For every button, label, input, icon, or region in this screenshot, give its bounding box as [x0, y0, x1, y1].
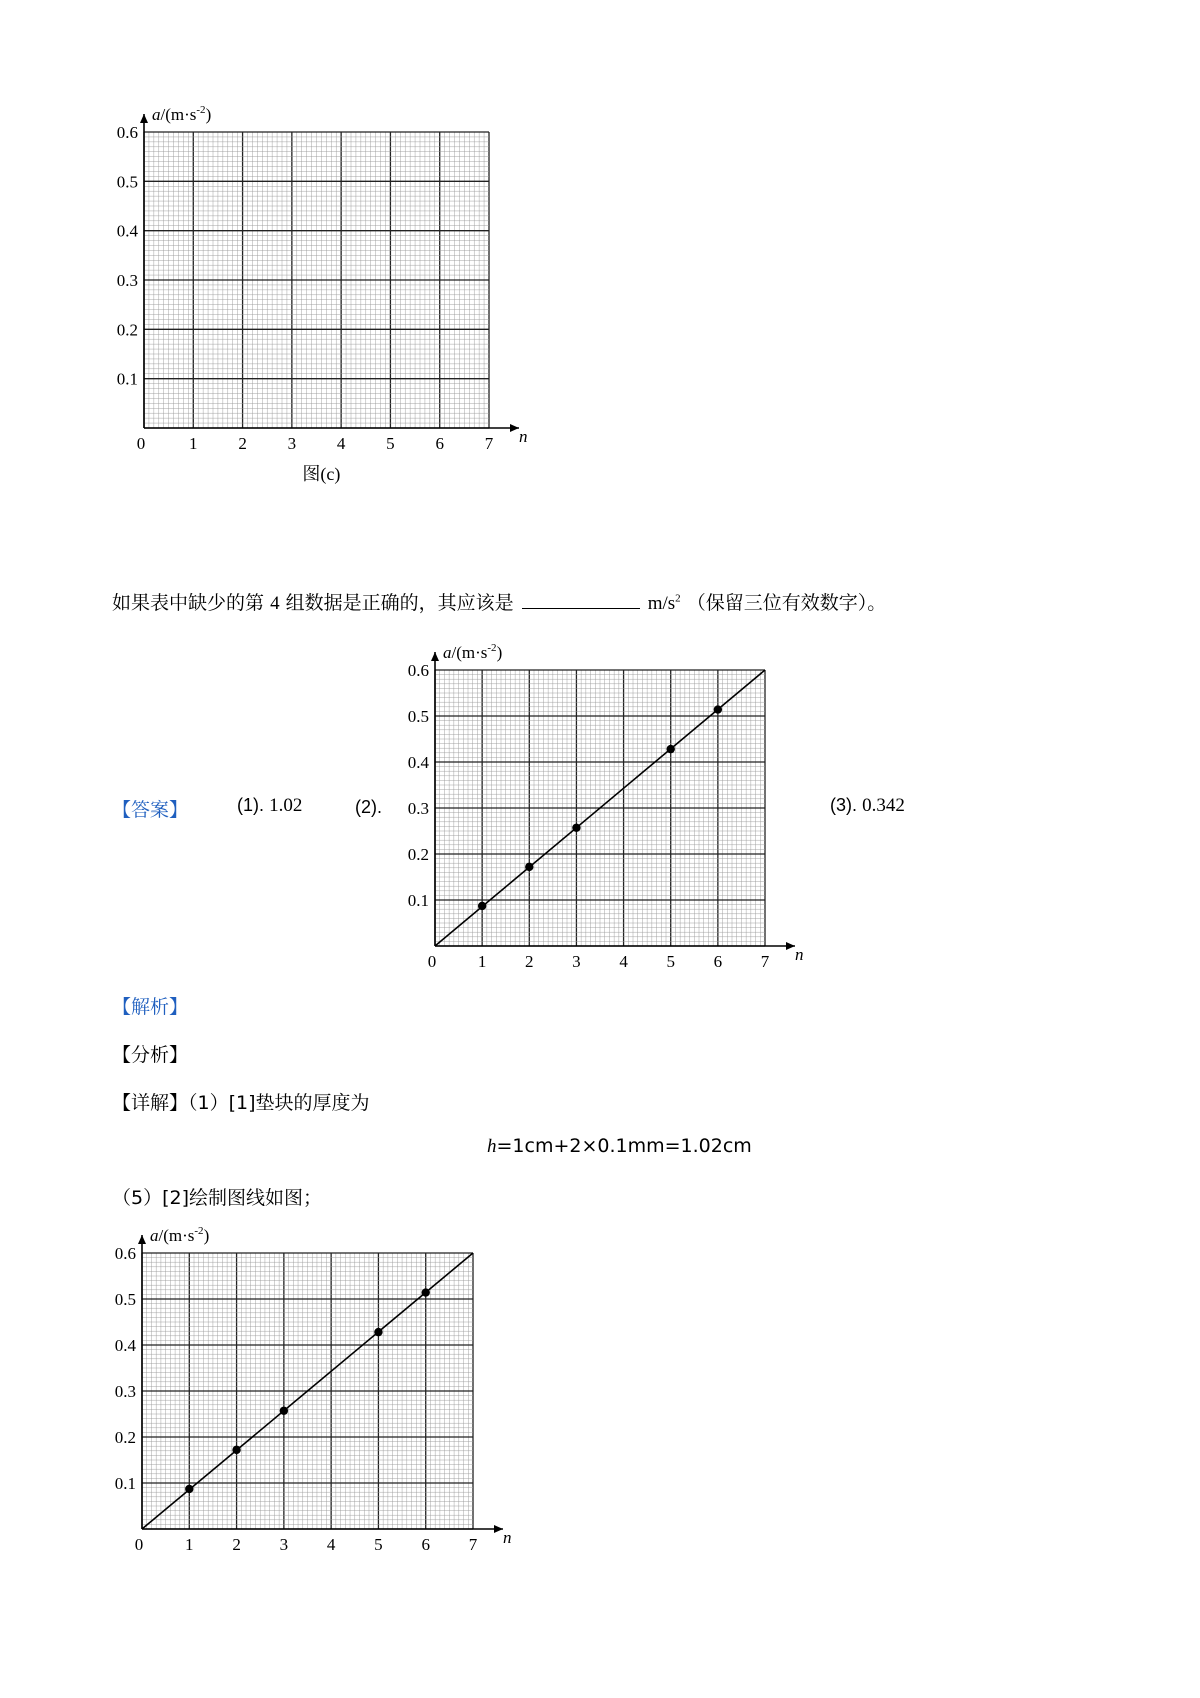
- y-tick-label: 0.5: [407, 707, 429, 726]
- question-text-before: 如果表中缺少的第: [112, 592, 265, 614]
- question-unit-exponent: 2: [675, 592, 681, 605]
- step5-line: （5）[2]绘制图线如图；: [112, 1187, 323, 1209]
- y-tick-label: 0.4: [114, 1336, 136, 1355]
- answer-item-2-label: (2).: [355, 797, 382, 817]
- y-tick-label: 0.6: [116, 123, 138, 142]
- x-tick-label: 3: [287, 434, 297, 453]
- detail-text: （1）[1]垫块的厚度为: [188, 1092, 370, 1114]
- x-tick-label: 7: [760, 952, 770, 971]
- formula-variable: h: [487, 1136, 497, 1157]
- y-axis-arrow: [431, 652, 439, 661]
- y-tick-label: 0.6: [114, 1244, 136, 1263]
- data-point: [525, 863, 533, 871]
- data-point: [478, 902, 486, 910]
- answer-item-1: [237, 795, 302, 817]
- x-tick-label: 0: [427, 952, 437, 971]
- x-tick-label: 7: [484, 434, 494, 453]
- fenxi-tag: 【分析】: [112, 1044, 189, 1066]
- y-tick-label: 0.2: [407, 845, 429, 864]
- formula-line: [487, 1135, 752, 1158]
- data-point: [185, 1485, 193, 1493]
- x-axis-label: n: [795, 945, 804, 964]
- question-text-mid: 组数据是正确的，其应该是: [285, 592, 514, 614]
- y-axis-arrow: [138, 1235, 146, 1244]
- x-tick-label: 7: [468, 1535, 478, 1554]
- y-tick-label: 0.1: [114, 1474, 136, 1493]
- grid: [144, 132, 489, 428]
- question-text-after: （保留三位有效数字）。: [686, 592, 887, 614]
- y-tick-label: 0.4: [116, 221, 138, 241]
- x-tick-label: 6: [713, 952, 723, 971]
- answer-item-3-label: (3).: [830, 795, 857, 815]
- y-tick-label: 0.2: [114, 1428, 136, 1447]
- x-tick-label: 4: [326, 1535, 336, 1554]
- analysis-graph-chart: [100, 1222, 520, 1562]
- x-axis-arrow: [786, 942, 795, 950]
- y-tick-label: 0.3: [114, 1382, 136, 1401]
- answer-item-1-value: 1.02: [269, 795, 303, 816]
- data-point: [667, 745, 675, 753]
- detail-line: [112, 1088, 370, 1115]
- question-group-number: 4: [270, 593, 280, 614]
- x-tick-label: 0: [134, 1535, 144, 1554]
- y-axis-label: $a/(m\cdot s^{-2})$: [150, 1225, 210, 1245]
- y-axis-label: $a/(m\cdot s^{-2})$: [152, 104, 212, 124]
- x-tick-label: 2: [238, 434, 247, 453]
- answer-item-3: [830, 795, 905, 817]
- y-tick-label: 0.1: [116, 369, 138, 389]
- x-tick-label: 1: [189, 434, 198, 453]
- data-point: [714, 705, 722, 713]
- x-tick-label: 1: [477, 952, 487, 971]
- formula-rest: =1cm+2×0.1mm=1.02cm: [496, 1135, 752, 1157]
- x-tick-label: 5: [666, 952, 675, 971]
- x-tick-label: 4: [619, 952, 628, 971]
- chart-caption: 图(c): [302, 464, 341, 484]
- x-axis-arrow: [510, 424, 519, 432]
- y-axis-label: $a/(m\cdot s^{-2})$: [443, 642, 503, 662]
- answer-blank: [522, 590, 640, 609]
- x-tick-label: 3: [572, 952, 581, 971]
- detail-tag: 【详解】: [112, 1092, 189, 1114]
- question-unit: m/s: [647, 593, 676, 614]
- answer-item-3-value: 0.342: [862, 795, 905, 816]
- x-tick-label: 5: [386, 434, 395, 453]
- x-axis-arrow: [494, 1525, 503, 1533]
- y-tick-label: 0.6: [407, 661, 429, 680]
- x-tick-label: 5: [374, 1535, 383, 1554]
- answer-item-1-label: (1).: [237, 795, 264, 815]
- answer-graph-chart: [380, 638, 804, 978]
- y-tick-label: 0.4: [407, 753, 429, 772]
- x-tick-label: 6: [421, 1535, 430, 1554]
- x-tick-label: 2: [232, 1535, 241, 1554]
- y-tick-label: 0.3: [116, 271, 138, 290]
- y-axis-arrow: [140, 114, 148, 123]
- x-axis-label: n: [503, 1528, 512, 1547]
- x-tick-label: 0: [136, 434, 146, 453]
- data-point: [280, 1407, 288, 1415]
- data-point: [232, 1446, 240, 1454]
- analysis-tag: 【解析】: [112, 996, 189, 1018]
- x-tick-label: 6: [435, 434, 444, 453]
- x-tick-label: 3: [279, 1535, 289, 1554]
- data-point: [374, 1328, 382, 1336]
- y-tick-label: 0.5: [116, 172, 138, 192]
- empty-graph-chart: [80, 92, 540, 502]
- y-tick-label: 0.1: [407, 891, 429, 910]
- y-tick-label: 0.3: [407, 799, 429, 818]
- answer-tag: 【答案】: [112, 799, 189, 821]
- x-tick-label: 2: [525, 952, 534, 971]
- x-tick-label: 4: [336, 434, 346, 453]
- data-point: [572, 824, 580, 832]
- data-point: [422, 1288, 430, 1296]
- x-tick-label: 1: [185, 1535, 194, 1554]
- y-tick-label: 0.5: [114, 1290, 136, 1309]
- x-axis-label: n: [519, 427, 528, 446]
- y-tick-label: 0.2: [116, 320, 138, 340]
- question-line: [112, 588, 886, 615]
